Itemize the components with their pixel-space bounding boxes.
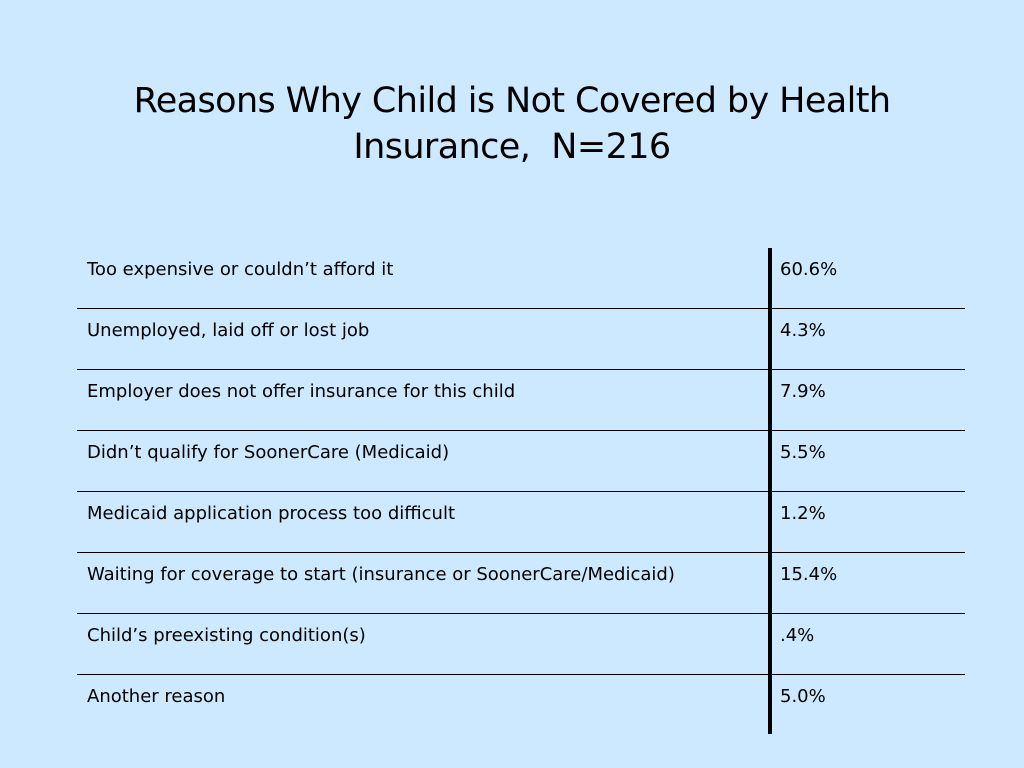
table-row [77,309,965,370]
reasons-table [77,248,965,736]
table-row [77,553,965,614]
reason-cell: Waiting for coverage to start (insurance or SoonerCare/Medicaid) [87,564,675,585]
reason-cell: Child’s preexisting condition(s) [87,625,366,646]
table-row [77,675,965,736]
percent-cell: 60.6% [780,259,838,280]
table-row [77,614,965,675]
percent-cell: 15.4% [780,564,838,585]
reason-cell: Unemployed, laid off or lost job [87,320,370,341]
reason-cell: Didn’t qualify for SoonerCare (Medicaid) [87,442,450,463]
table-row [77,492,965,553]
reason-cell: Too expensive or couldn’t afford it [87,259,394,280]
percent-cell: 5.0% [780,686,826,707]
percent-cell: 1.2% [780,503,826,524]
percent-cell: 7.9% [780,381,826,402]
table-row [77,370,965,431]
slide-title-line-1: Reasons Why Child is Not Covered by Health [133,81,891,121]
slide-title-line-2: Insurance, N=216 [353,127,671,167]
percent-cell: 5.5% [780,442,826,463]
reason-cell: Medicaid application process too difficult [87,503,456,524]
percent-cell: .4% [780,625,815,646]
reason-cell: Another reason [87,686,226,707]
table-row [77,248,965,309]
slide-title [0,78,1024,170]
reason-cell: Employer does not offer insurance for this child [87,381,516,402]
table-row [77,431,965,492]
percent-cell: 4.3% [780,320,826,341]
